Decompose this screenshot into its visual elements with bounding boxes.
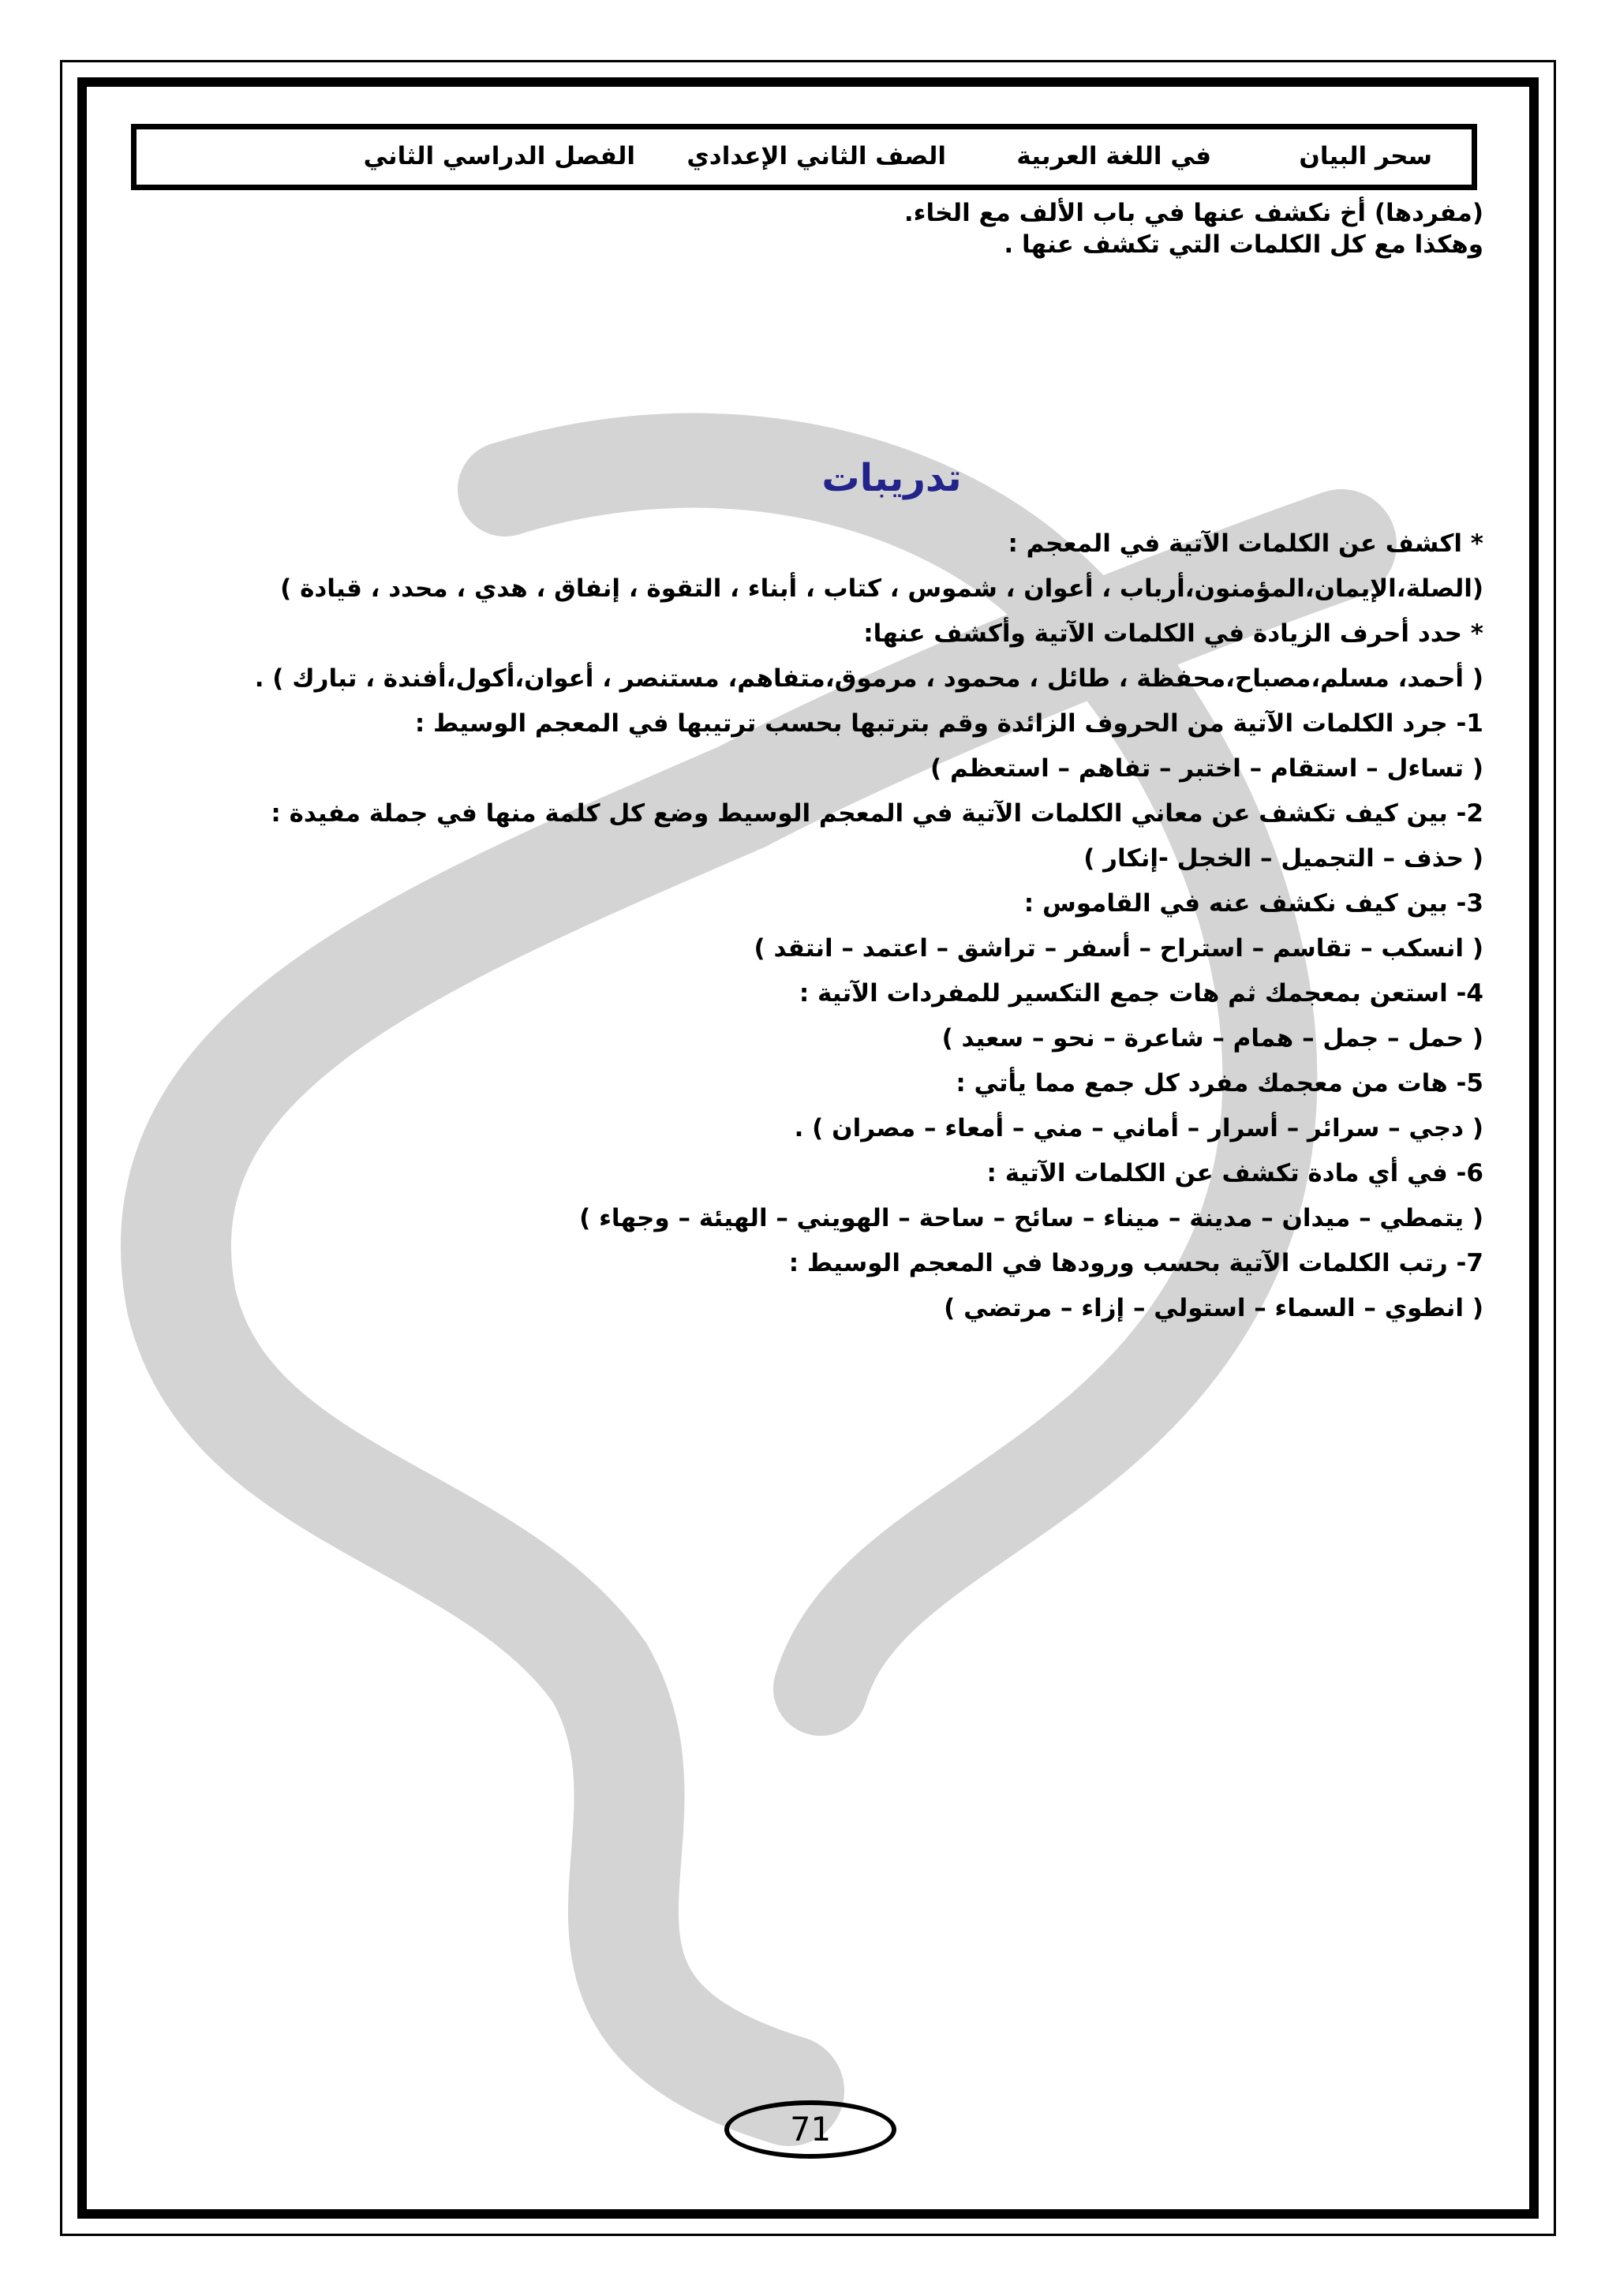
exercise-line: 5- هات من معجمك مفرد كل جمع مما يأتي :: [956, 1069, 1483, 1098]
page-number: 71: [724, 2100, 896, 2159]
exercise-line: ( تساءل – استقام – اختبر – تفاهم – استعظم ): [930, 754, 1483, 783]
exercise-line: ( دجي – سرائر – أسرار – أماني – مني – أمعاء – مصران ) .: [794, 1114, 1483, 1142]
section-title: تدريبات: [821, 456, 962, 500]
header-bar: [131, 124, 1477, 190]
exercise-line: ( أحمد، مسلم،مصباح،محفظة ، طائل ، محمود ، مرموق،متفاهم، مستنصر ، أعوان،أكول،أفندة ، تبارك ) .: [254, 664, 1483, 693]
exercise-line: * اكشف عن الكلمات الآتية في المعجم :: [1008, 529, 1483, 558]
exercise-line: * حدد أحرف الزيادة في الكلمات الآتية وأكشف عنها:: [863, 619, 1483, 648]
exercises-list: [158, 528, 1483, 1337]
exercise-line: 6- في أي مادة تكشف عن الكلمات الآتية :: [986, 1159, 1483, 1187]
exercise-line: ( حمل – جمل – همام – شاعرة – نحو – سعيد ): [941, 1024, 1483, 1053]
header-book-title: سحر البيان: [1299, 142, 1432, 170]
exercise-line: 4- استعن بمعجمك ثم هات جمع التكسير للمفردات الآتية :: [799, 979, 1483, 1008]
intro-line: وهكذا مع كل الكلمات التي تكشف عنها .: [1004, 230, 1483, 259]
exercise-line: 2- بين كيف تكشف عن معاني الكلمات الآتية في المعجم الوسيط وضع كل كلمة منها في جملة مفيدة :: [271, 799, 1483, 828]
exercise-line: ( انطوي – السماء – استولي – إزاء – مرتضي ): [944, 1294, 1483, 1322]
intro-line: (مفردها) أخ نكشف عنها في باب الألف مع الخاء.: [903, 199, 1483, 227]
header-term: الفصل الدراسي الثاني: [363, 142, 635, 170]
exercise-line: (الصلة،الإيمان،المؤمنون،أرباب ، أعوان ، شموس ، كتاب ، أبناء ، التقوة ، إنفاق ، هدي ، محدد ، قيادة ): [280, 574, 1483, 603]
intro-text: [158, 197, 1483, 260]
header-subject: في اللغة العربية: [1016, 142, 1211, 170]
exercise-line: 7- رتب الكلمات الآتية بحسب ورودها في المعجم الوسيط :: [788, 1249, 1483, 1277]
exercise-line: 3- بين كيف نكشف عنه في القاموس :: [1023, 889, 1483, 918]
exercise-line: ( حذف – التجميل – الخجل -إنكار ): [1083, 844, 1483, 873]
exercise-line: 1- جرد الكلمات الآتية من الحروف الزائدة وقم بترتبها بحسب ترتيبها في المعجم الوسيط :: [414, 709, 1483, 738]
exercise-line: ( يتمطي – ميدان – مدينة – ميناء – سائح – ساحة – الهويني – الهيئة – وجهاء ): [579, 1204, 1483, 1232]
exercise-line: ( انسكب – تقاسم – استراح – أسفر – تراشق – اعتمد – انتقد ): [754, 934, 1483, 963]
header-grade: الصف الثاني الإعدادي: [686, 142, 946, 170]
